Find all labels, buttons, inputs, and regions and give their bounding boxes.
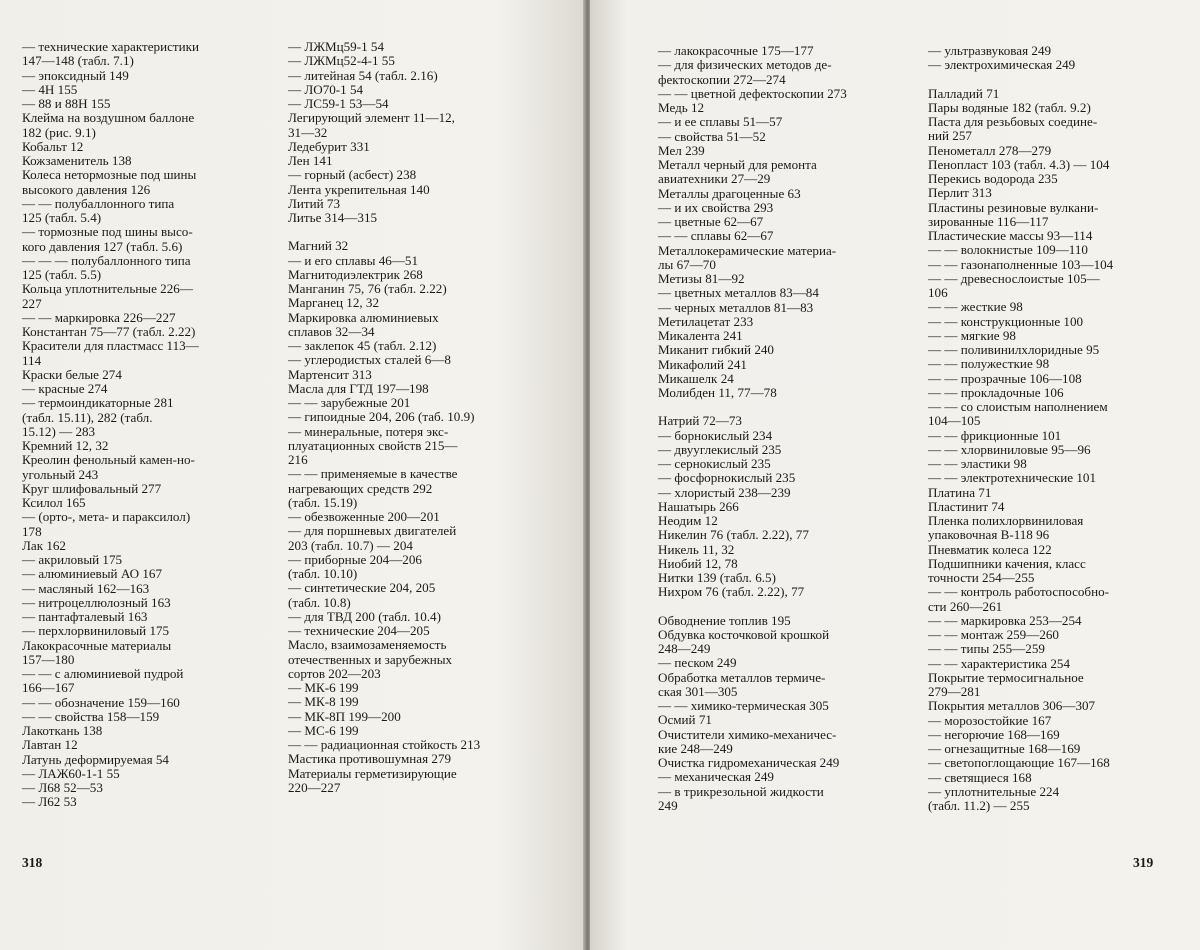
index-line: Клейма на воздушном баллоне bbox=[22, 110, 195, 126]
index-line: отечественных и зарубежных bbox=[288, 651, 453, 667]
index-line: — 88 и 88Н 155 bbox=[22, 96, 111, 111]
index-line: (табл. 10.10) bbox=[288, 566, 358, 581]
index-line: (табл. 11.2) — 255 bbox=[928, 798, 1030, 813]
index-line: — обезвоженные 200—201 bbox=[288, 509, 440, 524]
index-line: — — жесткие 98 bbox=[928, 299, 1023, 315]
index-line: Метилацетат 233 bbox=[658, 313, 754, 329]
index-line: Мастика противошумная 279 bbox=[288, 751, 452, 767]
index-line: — технические 204—205 bbox=[288, 623, 430, 638]
right-page bbox=[590, 0, 1200, 950]
index-line: точности 254—255 bbox=[928, 570, 1035, 585]
index-line: Кобальт 12 bbox=[22, 138, 84, 154]
index-line: — — древеснослоистые 105— bbox=[928, 270, 1100, 286]
index-line: Лавтан 12 bbox=[22, 737, 78, 753]
index-line: Латунь деформируемая 54 bbox=[22, 751, 169, 767]
index-line: — минеральные, потеря экс- bbox=[288, 423, 449, 439]
index-line: Лакоткань 138 bbox=[22, 723, 103, 738]
index-line: — — применяемые в качестве bbox=[288, 466, 458, 482]
index-line: 248—249 bbox=[658, 641, 711, 656]
index-line: 157—180 bbox=[22, 651, 75, 667]
index-line: — МК-8П 199—200 bbox=[288, 708, 401, 724]
index-line: — — маркировка 226—227 bbox=[22, 309, 176, 325]
index-line: Ниобий 12, 78 bbox=[658, 555, 738, 571]
index-line: — — свойства 158—159 bbox=[22, 708, 160, 724]
index-line: — ультразвуковая 249 bbox=[928, 43, 1052, 58]
index-line: сти 260—261 bbox=[928, 598, 1003, 614]
index-line: — — обозначение 159—160 bbox=[22, 694, 180, 710]
index-line: Обдувка косточковой крошкой bbox=[658, 626, 830, 642]
index-line: Металл черный для ремонта bbox=[658, 157, 817, 172]
index-line: Медь 12 bbox=[658, 100, 705, 115]
index-line: Кремний 12, 32 bbox=[22, 438, 109, 453]
index-line: (табл. 15.19) bbox=[288, 494, 358, 510]
index-line: — — электротехнические 101 bbox=[928, 470, 1097, 486]
index-line: — и ее сплавы 51—57 bbox=[658, 114, 783, 130]
index-line: — литейная 54 (табл. 2.16) bbox=[288, 67, 438, 83]
index-line: 104—105 bbox=[928, 413, 981, 429]
index-line: Покрытия металлов 306—307 bbox=[928, 698, 1096, 714]
index-line: — — химико-термическая 305 bbox=[658, 698, 829, 713]
index-line: 106 bbox=[928, 285, 948, 300]
index-line: Мартенсит 313 bbox=[288, 366, 372, 382]
index-line: 125 (табл. 5.4) bbox=[22, 210, 102, 225]
index-line: 216 bbox=[288, 452, 308, 467]
index-line: Магнитодиэлектрик 268 bbox=[288, 266, 423, 282]
index-line: Красители для пластмасс 113— bbox=[22, 338, 199, 354]
index-line: 147—148 (табл. 7.1) bbox=[22, 53, 134, 69]
index-line: — Л62 53 bbox=[22, 794, 77, 810]
index-line: Перлит 313 bbox=[928, 185, 992, 201]
index-line: — механическая 249 bbox=[658, 769, 774, 785]
index-line: Мел 239 bbox=[658, 142, 705, 158]
index-line: Маркировка алюминиевых bbox=[288, 309, 439, 325]
index-line: — фосфорнокислый 235 bbox=[658, 470, 796, 486]
index-line: — углеродистых сталей 6—8 bbox=[288, 352, 451, 368]
index-line: Пластинит 74 bbox=[928, 498, 1005, 514]
index-line: Нихром 76 (табл. 2.22), 77 bbox=[658, 584, 805, 600]
index-line: — 4Н 155 bbox=[22, 81, 78, 97]
index-line: — — поливинилхлоридные 95 bbox=[928, 342, 1100, 357]
index-line: — тормозные под шины высо- bbox=[22, 224, 193, 240]
index-line: — ЛС59-1 53—54 bbox=[288, 96, 389, 111]
index-line: — ЛО70-1 54 bbox=[288, 81, 364, 97]
index-line: Натрий 72—73 bbox=[658, 413, 742, 429]
index-line: Марганец 12, 32 bbox=[288, 295, 380, 311]
index-line: Никель 11, 32 bbox=[658, 541, 735, 557]
index-line: лы 67—70 bbox=[658, 256, 716, 272]
index-line: Обработка металлов термиче- bbox=[658, 669, 826, 685]
index-line: — — волокнистые 109—110 bbox=[928, 242, 1088, 258]
index-line: — черных металлов 81—83 bbox=[658, 299, 814, 315]
index-line: Кольца уплотнительные 226— bbox=[22, 281, 193, 297]
index-line: — красные 274 bbox=[22, 381, 108, 396]
index-line: Обводнение топлив 195 bbox=[658, 612, 791, 628]
index-line: 227 bbox=[22, 295, 42, 311]
right-page-number: 319 bbox=[1133, 855, 1154, 870]
index-line: ний 257 bbox=[928, 128, 972, 144]
index-line: Краски белые 274 bbox=[22, 366, 122, 382]
index-line: — масляный 162—163 bbox=[22, 580, 150, 596]
index-line: — уплотнительные 224 bbox=[928, 783, 1060, 799]
index-line: Очистка гидромеханическая 249 bbox=[658, 755, 840, 770]
index-line: Лакокрасочные материалы bbox=[22, 637, 172, 653]
index-line: Микалента 241 bbox=[658, 328, 743, 343]
index-line: Лак 162 bbox=[22, 537, 66, 553]
index-line: Миканит гибкий 240 bbox=[658, 342, 774, 358]
index-line: Подшипники качения, класс bbox=[928, 555, 1086, 571]
index-line: — свойства 51—52 bbox=[658, 128, 766, 144]
index-line: — — газонаполненные 103—104 bbox=[928, 256, 1114, 272]
index-line: Покрытие термосигнальное bbox=[928, 669, 1084, 685]
index-line: 15.12) — 283 bbox=[22, 423, 96, 439]
index-line: — Л68 52—53 bbox=[22, 780, 103, 795]
index-line: Материалы герметизирующие bbox=[288, 765, 457, 781]
index-line: Пластические массы 93—114 bbox=[928, 228, 1093, 243]
index-line: Масла для ГТД 197—198 bbox=[288, 380, 429, 396]
index-line: фектоскопии 272—274 bbox=[658, 71, 786, 87]
index-line: — приборные 204—206 bbox=[288, 551, 422, 567]
index-line: — перхлорвиниловый 175 bbox=[22, 623, 170, 639]
index-line: Пенопласт 103 (табл. 4.3) — 104 bbox=[928, 156, 1110, 172]
index-line: нагревающих средств 292 bbox=[288, 480, 433, 496]
index-line: — — монтаж 259—260 bbox=[928, 627, 1059, 642]
index-line: — огнезащитные 168—169 bbox=[928, 741, 1081, 756]
left-page-column-1 bbox=[22, 40, 199, 810]
index-line: Палладий 71 bbox=[928, 85, 1000, 101]
index-line: — цветных металлов 83—84 bbox=[658, 285, 819, 301]
index-line: — двууглекислый 235 bbox=[658, 441, 782, 457]
index-line: 220—227 bbox=[288, 779, 341, 795]
index-line: — — прокладочные 106 bbox=[928, 384, 1064, 400]
index-line: Колеса нетормозные под шины bbox=[22, 167, 197, 183]
index-line: — — полубаллонного типа bbox=[22, 195, 175, 211]
index-line: Круг шлифовальный 277 bbox=[22, 480, 162, 496]
index-line: — технические характеристики bbox=[22, 39, 200, 54]
index-line: — — зарубежные 201 bbox=[288, 395, 411, 410]
index-line: — — со слоистым наполнением bbox=[928, 399, 1108, 414]
index-line: — — — полубаллонного типа bbox=[22, 252, 191, 268]
left-page-number: 318 bbox=[22, 855, 43, 870]
index-line: Молибден 11, 77—78 bbox=[658, 385, 777, 400]
index-line: 203 (табл. 10.7) — 204 bbox=[288, 537, 413, 553]
index-line: — — полужесткие 98 bbox=[928, 356, 1050, 372]
index-line: Кожзаменитель 138 bbox=[22, 153, 132, 168]
index-line: Легирующий элемент 11—12, bbox=[288, 110, 455, 126]
index-line: Ксилол 165 bbox=[22, 495, 86, 510]
index-line: Ледебурит 331 bbox=[288, 138, 370, 154]
index-line: 166—167 bbox=[22, 680, 75, 696]
index-line: — пантафталевый 163 bbox=[22, 609, 148, 624]
index-line: кого давления 127 (табл. 5.6) bbox=[22, 238, 183, 254]
index-line: — — маркировка 253—254 bbox=[928, 612, 1082, 628]
index-line: угольный 243 bbox=[22, 466, 99, 482]
index-line: — ЛАЖ60-1-1 55 bbox=[22, 765, 120, 781]
index-line: Паста для резьбовых соедине- bbox=[928, 114, 1098, 129]
index-line: Платина 71 bbox=[928, 484, 992, 500]
index-line: — и его сплавы 46—51 bbox=[288, 252, 419, 268]
index-line: — и их свойства 293 bbox=[658, 199, 774, 215]
index-line: — для ТВД 200 (табл. 10.4) bbox=[288, 608, 441, 624]
index-line: 125 (табл. 5.5) bbox=[22, 267, 102, 282]
section-gap bbox=[928, 73, 1113, 87]
index-line: — МК-8 199 bbox=[288, 694, 359, 710]
index-line: Лента укрепительная 140 bbox=[288, 181, 430, 197]
index-line: сплавов 32—34 bbox=[288, 323, 375, 339]
index-line: — — мягкие 98 bbox=[928, 327, 1016, 343]
index-line: Магний 32 bbox=[288, 238, 349, 254]
index-line: — — фрикционные 101 bbox=[928, 427, 1062, 443]
index-line: — ЛЖМц52-4-1 55 bbox=[288, 53, 395, 69]
index-line: — — эластики 98 bbox=[928, 456, 1027, 471]
index-line: — акриловый 175 bbox=[22, 552, 123, 567]
left-page-column-2 bbox=[288, 40, 480, 795]
right-page-column-1 bbox=[658, 44, 847, 813]
index-line: кие 248—249 bbox=[658, 740, 733, 756]
index-line: Нашатырь 266 bbox=[658, 498, 739, 514]
index-line: 31—32 bbox=[288, 124, 328, 140]
index-line: — песком 249 bbox=[658, 655, 737, 671]
index-line: Пленка полихлорвиниловая bbox=[928, 513, 1084, 528]
index-line: — алюминиевый АО 167 bbox=[22, 566, 162, 582]
index-line: — сернокислый 235 bbox=[658, 456, 771, 471]
index-line: — — хлорвиниловые 95—96 bbox=[928, 441, 1091, 457]
index-line: зированные 116—117 bbox=[928, 213, 1049, 229]
index-line: Очистители химико-механичес- bbox=[658, 726, 837, 742]
index-line: Нитки 139 (табл. 6.5) bbox=[658, 570, 776, 585]
index-line: Пары водяные 182 (табл. 9.2) bbox=[928, 99, 1091, 115]
index-line: 249 bbox=[658, 797, 678, 813]
index-line: Микашелк 24 bbox=[658, 370, 734, 386]
index-line: — — характеристика 254 bbox=[928, 655, 1070, 671]
index-line: Креолин фенольный камен-но- bbox=[22, 452, 195, 468]
index-line: 114 bbox=[22, 352, 42, 368]
index-line: — горный (асбест) 238 bbox=[288, 167, 417, 183]
index-line: — ЛЖМц59-1 54 bbox=[288, 39, 384, 54]
index-line: — морозостойкие 167 bbox=[928, 712, 1052, 728]
index-line: (табл. 10.8) bbox=[288, 594, 351, 610]
index-line: — нитроцеллюлозный 163 bbox=[22, 594, 171, 610]
index-line: ская 301—305 bbox=[658, 683, 738, 699]
index-line: — негорючие 168—169 bbox=[928, 726, 1060, 742]
index-line: упаковочная В-118 96 bbox=[928, 527, 1050, 543]
index-line: Масло, взаимозаменяемость bbox=[288, 637, 447, 653]
index-line: Пневматик колеса 122 bbox=[928, 541, 1052, 557]
index-line: — в трикрезольной жидкости bbox=[658, 783, 824, 799]
index-line: — светящиеся 168 bbox=[928, 769, 1032, 785]
index-line: — — радиационная стойкость 213 bbox=[288, 737, 481, 752]
section-gap bbox=[658, 400, 847, 414]
index-line: Метизы 81—92 bbox=[658, 271, 745, 286]
index-line: Пластины резиновые вулкани- bbox=[928, 199, 1099, 215]
index-line: — МС-6 199 bbox=[288, 722, 359, 738]
index-line: — борнокислый 234 bbox=[658, 427, 773, 443]
index-line: Константан 75—77 (табл. 2.22) bbox=[22, 324, 196, 339]
index-line: — — цветной дефектоскопии 273 bbox=[658, 85, 847, 101]
index-line: — термоиндикаторные 281 bbox=[22, 395, 174, 411]
index-line: Перекись водорода 235 bbox=[928, 171, 1058, 186]
index-line: Никелин 76 (табл. 2.22), 77 bbox=[658, 527, 809, 543]
index-line: — заклепок 45 (табл. 2.12) bbox=[288, 338, 437, 353]
index-line: авиатехники 27—29 bbox=[658, 171, 771, 187]
section-gap bbox=[288, 225, 480, 239]
right-page-column-2 bbox=[928, 44, 1113, 813]
index-line: 182 (рис. 9.1) bbox=[22, 124, 96, 140]
index-line: — — типы 255—259 bbox=[928, 641, 1045, 657]
index-line: — — прозрачные 106—108 bbox=[928, 370, 1082, 386]
index-line: — электрохимическая 249 bbox=[928, 57, 1076, 73]
index-line: — лакокрасочные 175—177 bbox=[658, 43, 814, 58]
index-line: Осмий 71 bbox=[658, 712, 712, 728]
index-line: Металлы драгоценные 63 bbox=[658, 185, 801, 201]
index-line: сортов 202—203 bbox=[288, 665, 381, 681]
index-line: — — конструкционные 100 bbox=[928, 313, 1084, 329]
index-line: — эпоксидный 149 bbox=[22, 67, 129, 83]
index-line: — гипоидные 204, 206 (таб. 10.9) bbox=[288, 409, 475, 425]
index-line: Литий 73 bbox=[288, 195, 340, 211]
index-line: Манганин 75, 76 (табл. 2.22) bbox=[288, 281, 447, 296]
index-line: Микафолий 241 bbox=[658, 356, 747, 372]
index-line: плуатационных свойств 215— bbox=[288, 437, 458, 453]
index-line: высокого давления 126 bbox=[22, 181, 151, 197]
index-line: — синтетические 204, 205 bbox=[288, 580, 436, 596]
index-line: 279—281 bbox=[928, 684, 981, 699]
index-line: — для поршневых двигателей bbox=[288, 523, 457, 539]
index-line: — (орто-, мета- и параксилол) bbox=[22, 509, 191, 525]
index-line: — — контроль работоспособно- bbox=[928, 584, 1110, 600]
index-line: — для физических методов де- bbox=[658, 57, 832, 73]
index-line: (табл. 15.11), 282 (табл. bbox=[22, 409, 153, 425]
index-line: — хлористый 238—239 bbox=[658, 484, 791, 500]
index-line: Неодим 12 bbox=[658, 513, 718, 528]
index-line: — МК-6 199 bbox=[288, 680, 359, 695]
index-line: — — с алюминиевой пудрой bbox=[22, 666, 184, 681]
index-line: 178 bbox=[22, 523, 42, 539]
index-line: — цветные 62—67 bbox=[658, 214, 764, 229]
index-line: Литье 314—315 bbox=[288, 210, 378, 225]
left-page bbox=[0, 0, 585, 950]
index-line: — — сплавы 62—67 bbox=[658, 228, 774, 244]
index-line: Лен 141 bbox=[288, 153, 333, 168]
index-line: — светопоглощающие 167—168 bbox=[928, 755, 1110, 771]
section-gap bbox=[658, 600, 847, 614]
index-line: Металлокерамические материа- bbox=[658, 242, 837, 258]
index-line: Пенометалл 278—279 bbox=[928, 142, 1052, 158]
